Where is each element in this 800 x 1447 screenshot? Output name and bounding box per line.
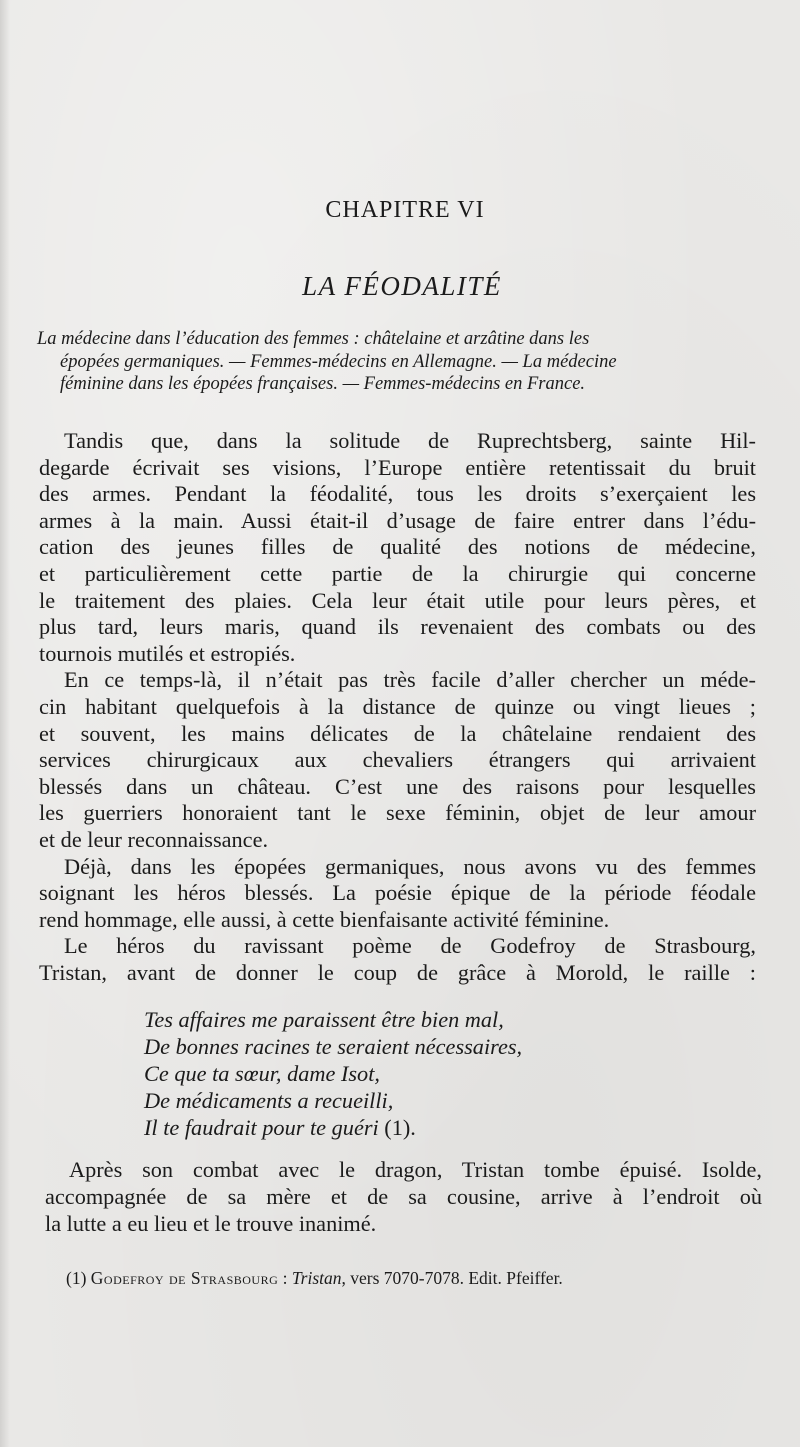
body-text-continued bbox=[45, 1156, 762, 1237]
text-line: des armes. Pendant la féodalité, tous les droits s’exerçaient les bbox=[39, 481, 756, 507]
verse-line-last bbox=[144, 1114, 522, 1141]
text-line: Déjà, dans les épopées germaniques, nous avons vu des femmes bbox=[64, 853, 756, 879]
text-line: le traitement des plaies. Cela leur était utile pour leurs pères, et bbox=[39, 587, 756, 613]
body-text bbox=[39, 428, 756, 986]
verse-quotation bbox=[144, 1006, 522, 1141]
footnote-work: Tristan bbox=[291, 1268, 342, 1288]
verse-line: Ce que ta sœur, dame Isot, bbox=[144, 1061, 380, 1086]
text-line: accompagnée de sa mère et de sa cousine, arrive à l’endroit où bbox=[45, 1184, 762, 1209]
text-line: la lutte a eu lieu et le trouve inanimé. bbox=[45, 1211, 377, 1236]
verse-line: De médicaments a recueilli, bbox=[144, 1088, 394, 1113]
footnote-number: (1) bbox=[66, 1268, 87, 1288]
text-line: et de leur reconnaissance. bbox=[39, 826, 269, 852]
chapter-title: LA FÉODALITÉ bbox=[302, 271, 502, 301]
text-line: Le héros du ravissant poème de Godefroy de Strasbourg, bbox=[64, 933, 756, 959]
footnote-author: Godefroy de Strasbourg bbox=[90, 1268, 279, 1288]
text-line: degarde écrivait ses visions, l’Europe entière retentissait du bruit bbox=[39, 454, 756, 480]
chapter-heading: CHAPITRE VI bbox=[325, 197, 485, 223]
text-line: et souvent, les mains délicates de la châtelaine rendaient des bbox=[39, 720, 756, 746]
text-line: blessés dans un château. C’est une des raisons pour lesquelles bbox=[39, 773, 756, 799]
text-line: tournois mutilés et estropiés. bbox=[39, 640, 296, 666]
text-line: et particulièrement cette partie de la chirurgie qui concerne bbox=[39, 560, 756, 586]
text-line: soignant les héros blessés. La poésie épique de la période féodale bbox=[39, 880, 756, 906]
verse-text: Il te faudrait pour te guéri bbox=[144, 1115, 379, 1140]
summary-line: épopées germaniques. — Femmes-médecins en Allemagne. — La médecine bbox=[60, 351, 617, 372]
footnote-details: , vers 7070-7078. Edit. Pfeiffer. bbox=[341, 1268, 563, 1288]
footnote bbox=[66, 1268, 563, 1289]
footnote-separator: : bbox=[278, 1268, 292, 1288]
verse-line: Tes affaires me paraissent être bien mal, bbox=[144, 1007, 504, 1032]
text-line: Tandis que, dans la solitude de Ruprechtsberg, sainte Hil- bbox=[64, 428, 756, 453]
summary-line: La médecine dans l’éducation des femmes : châtelaine et arzâtine dans les bbox=[37, 329, 590, 349]
text-line: armes à la main. Aussi était-il d’usage de faire entrer dans l’édu- bbox=[39, 507, 756, 533]
text-line: En ce temps-là, il n’était pas très facile d’aller chercher un méde- bbox=[64, 667, 756, 693]
text-line: Tristan, avant de donner le coup de grâce à Morold, le raille : bbox=[39, 959, 756, 985]
footnote-reference: (1). bbox=[378, 1115, 416, 1140]
text-line: rend hommage, elle aussi, à cette bienfaisante activité féminine. bbox=[39, 906, 610, 932]
verse-line: De bonnes racines te seraient nécessaires, bbox=[144, 1034, 523, 1059]
text-line: plus tard, leurs maris, quand ils revenaient des combats ou des bbox=[39, 614, 756, 640]
text-line: Après son combat avec le dragon, Tristan tombe épuisé. Isolde, bbox=[69, 1157, 762, 1182]
text-line: cation des jeunes filles de qualité des notions de médecine, bbox=[39, 534, 756, 560]
text-line: services chirurgicaux aux chevaliers étrangers qui arrivaient bbox=[39, 747, 756, 773]
chapter-summary bbox=[37, 328, 759, 396]
text-line: cin habitant quelquefois à la distance de quinze ou vingt lieues ; bbox=[39, 693, 756, 719]
page-edge-shadow bbox=[0, 0, 10, 1447]
text-line: les guerriers honoraient tant le sexe féminin, objet de leur amour bbox=[39, 800, 756, 826]
summary-line: féminine dans les épopées françaises. — Femmes-médecins en France. bbox=[60, 374, 586, 394]
